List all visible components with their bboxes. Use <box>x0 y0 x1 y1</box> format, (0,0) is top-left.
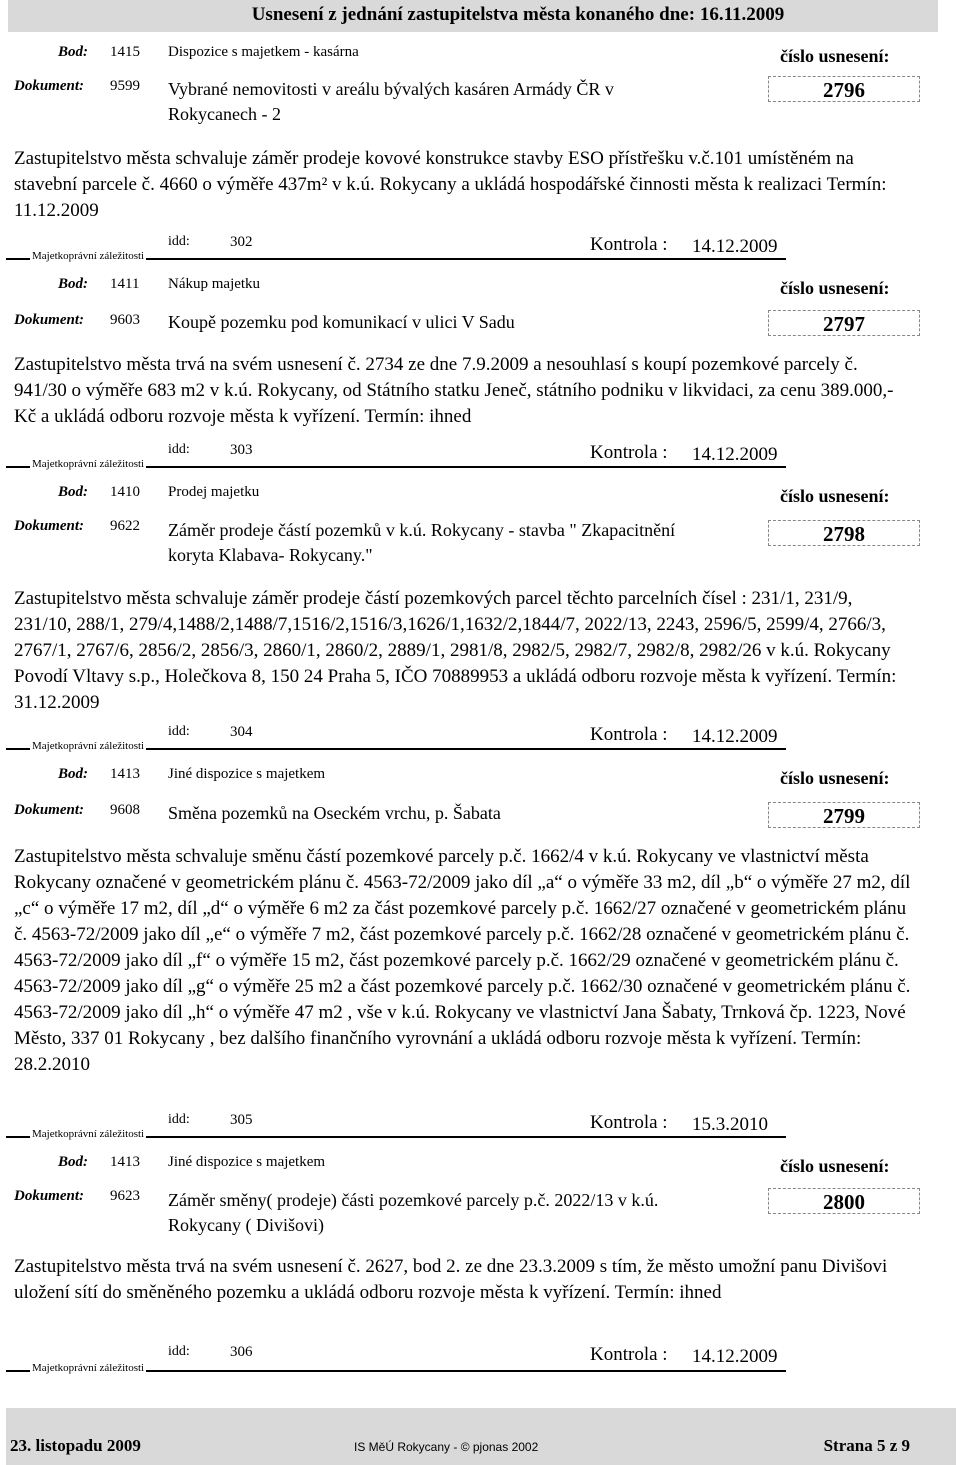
kontrola-label: Kontrola : <box>590 234 668 255</box>
kontrola-label: Kontrola : <box>590 1344 668 1365</box>
bod-label: Bod: <box>58 1154 88 1170</box>
footer-date: 23. listopadu 2009 <box>10 1436 141 1455</box>
resolution-number: 2800 <box>768 1188 920 1214</box>
dokument-title-line2: koryta Klabava- Rokycany." <box>168 545 373 565</box>
footer-system: IS MěÚ Rokycany - © pjonas 2002 <box>354 1440 539 1454</box>
cislo-usneseni-label: číslo usnesení: <box>780 46 890 66</box>
dokument-title <box>168 801 501 826</box>
kontrola-date: 14.12.2009 <box>692 444 778 465</box>
cislo-usneseni-label: číslo usnesení: <box>780 768 890 788</box>
dokument-label: Dokument: <box>14 802 85 818</box>
resolution-text: Zastupitelstvo města trvá na svém usnesení č. 2627, bod 2. ze dne 23.3.2009 s tím, že město umožní panu Divišovi uložení sítí do směněného pozemku a ukládá odboru rozvoje města k vyřízení. Termín: ihned <box>14 1256 888 1303</box>
dokument-title <box>168 518 675 568</box>
idd-value: 304 <box>230 724 253 740</box>
bod-title: Jiné dispozice s majetkem <box>168 766 326 782</box>
dokument-title-line1: Záměr směny( prodeje) části pozemkové parcely p.č. 2022/13 v k.ú. <box>168 1190 659 1210</box>
kontrola-label: Kontrola : <box>590 724 668 745</box>
dokument-label: Dokument: <box>14 1188 85 1204</box>
dokument-title-line2: Rokycany ( Divišovi) <box>168 1215 324 1235</box>
dokument-number: 9622 <box>110 518 140 534</box>
resolution-text: Zastupitelstvo města schvaluje záměr prodeje částí pozemkových parcel těchto parcelních čísel : 231/1, 231/9, 231/10, 288/1, 279/4,1488/2,1488/7,1516/2,1516/3,1626/1,1632/2,1844/7, 2022/13, 2243, 2596/5, 2599/4, 2766/3, 2767/1, 2767/6, 2856/2, 2856/3, 2860/1, 2860/2, 2889/1, 2981/8, 2982/5, 2982/7, 2982/8, 2982/26 v k.ú. Rokycany Povodí Vltavy s.p., Holečkova 8, 150 24 Praha 5, IČO 70889953 a ukládá odboru rozvoje města k vyřízení. Termín: 31.12.2009 <box>14 588 897 713</box>
dokument-title-line2: Rokycanech - 2 <box>168 104 281 124</box>
resolution-number: 2799 <box>768 802 920 828</box>
kontrola-date: 14.12.2009 <box>692 726 778 747</box>
resolution-text: Zastupitelstvo města trvá na svém usnesení č. 2734 ze dne 7.9.2009 a nesouhlasí s koupí pozemkové parcely č. 941/30 o výměře 683 m2 v k.ú. Rokycany, od Státního statku Jeneč, státního podniku v likvidaci, za cenu 389.000,- Kč a ukládá odboru rozvoje města k vyřízení. Termín: ihned <box>14 354 894 427</box>
dokument-number: 9623 <box>110 1188 140 1204</box>
bod-number: 1413 <box>110 766 140 782</box>
dokument-number: 9608 <box>110 802 140 818</box>
resolution-text: Zastupitelstvo města schvaluje směnu částí pozemkové parcely p.č. 1662/4 v k.ú. Rokycany ve vlastnictví města Rokycany označené v geometrickém plánu č. 4563-72/2009 jako díl „a“ o výměře 33 m2, díl „b“ o výměře 27 m2, díl „c“ o výměře 17 m2, díl „d“ o výměře 6 m2 za část pozemkové parcely p.č. 1662/27 označené v geometrickém plánu č. 4563-72/2009 jako díl „e“ o výměře 7 m2, část pozemkové parcely p.č. 1662/28 označené v geometrickém plánu č. 4563-72/2009 jako díl „f“ o výměře 15 m2, část pozemkové parcely p.č. 1662/29 označené v geometrickém plánu č. 4563-72/2009 jako díl „g“ o výměře 25 m2 a část pozemkové parcely p.č. 1662/30 označené v geometrickém plánu č. 4563-72/2009 jako díl „h“ o výměře 47 m2 , vše v k.ú. Rokycany ve vlastnictví Jana Šabaty, Trnková čp. 1223, Nové Město, 337 01 Rokycany , bez dalšího finančního vyrovnání a ukládá odboru rozvoje města k vyřízení. Termín: 28.2.2010 <box>14 846 911 1075</box>
bod-number: 1415 <box>110 44 140 60</box>
bod-number: 1411 <box>110 276 140 292</box>
kontrola-label: Kontrola : <box>590 442 668 463</box>
category-label: Majetkoprávní záležitosti <box>32 1128 145 1140</box>
idd-label: idd: <box>168 234 190 249</box>
bod-title: Nákup majetku <box>168 276 261 292</box>
cislo-usneseni-label: číslo usnesení: <box>780 278 890 298</box>
bod-label: Bod: <box>58 276 88 292</box>
footer-page-number: Strana 5 z 9 <box>823 1436 910 1455</box>
idd-label: idd: <box>168 1344 190 1359</box>
dokument-label: Dokument: <box>14 78 85 94</box>
document-footer <box>6 1408 956 1465</box>
dokument-label: Dokument: <box>14 518 85 534</box>
idd-value: 302 <box>230 234 253 250</box>
bod-title: Dispozice s majetkem - kasárna <box>168 44 359 60</box>
idd-value: 306 <box>230 1344 253 1360</box>
resolution-text: Zastupitelstvo města schvaluje záměr prodeje kovové konstrukce stavby ESO přístřešku v.č.101 umístěném na stavební parcele č. 4660 o výměře 437m² v k.ú. Rokycany a ukládá hospodářské činnosti města k realizaci Termín: 11.12.2009 <box>14 148 887 221</box>
bod-title: Prodej majetku <box>168 484 260 500</box>
category-label: Majetkoprávní záležitosti <box>32 458 145 470</box>
idd-label: idd: <box>168 724 190 739</box>
kontrola-date: 15.3.2010 <box>692 1114 768 1135</box>
resolution-number: 2798 <box>768 520 920 546</box>
dokument-title <box>168 77 614 127</box>
category-label: Majetkoprávní záležitosti <box>32 1362 145 1374</box>
kontrola-label: Kontrola : <box>590 1112 668 1133</box>
header-title: Usnesení z jednání zastupitelstva města konaného dne: 16.11.2009 <box>251 4 785 25</box>
cislo-usneseni-label: číslo usnesení: <box>780 1156 890 1176</box>
bod-number: 1410 <box>110 484 140 500</box>
dokument-title <box>168 310 515 335</box>
idd-label: idd: <box>168 1112 190 1127</box>
dokument-title-line1: Vybrané nemovitosti v areálu bývalých kasáren Armády ČR v <box>168 79 614 99</box>
dokument-title-line1: Záměr prodeje částí pozemků v k.ú. Rokycany - stavba " Zkapacitnění <box>168 520 676 540</box>
dokument-title <box>168 1188 658 1238</box>
bod-number: 1413 <box>110 1154 140 1170</box>
resolution-number: 2796 <box>768 76 920 102</box>
bod-label: Bod: <box>58 44 88 60</box>
dokument-title-line1: Směna pozemků na Oseckém vrchu, p. Šabata <box>168 803 501 823</box>
idd-value: 303 <box>230 442 253 458</box>
cislo-usneseni-label: číslo usnesení: <box>780 486 890 506</box>
dokument-number: 9599 <box>110 78 140 94</box>
dokument-number: 9603 <box>110 312 140 328</box>
dokument-label: Dokument: <box>14 312 85 328</box>
bod-label: Bod: <box>58 766 88 782</box>
kontrola-date: 14.12.2009 <box>692 1346 778 1367</box>
dokument-title-line1: Koupě pozemku pod komunikací v ulici V Sadu <box>168 312 515 332</box>
kontrola-date: 14.12.2009 <box>692 236 778 257</box>
category-label: Majetkoprávní záležitosti <box>32 740 145 752</box>
idd-label: idd: <box>168 442 190 457</box>
idd-value: 305 <box>230 1112 253 1128</box>
bod-label: Bod: <box>58 484 88 500</box>
document-header <box>8 0 938 32</box>
resolution-number: 2797 <box>768 310 920 336</box>
bod-title: Jiné dispozice s majetkem <box>168 1154 326 1170</box>
category-label: Majetkoprávní záležitosti <box>32 250 145 262</box>
